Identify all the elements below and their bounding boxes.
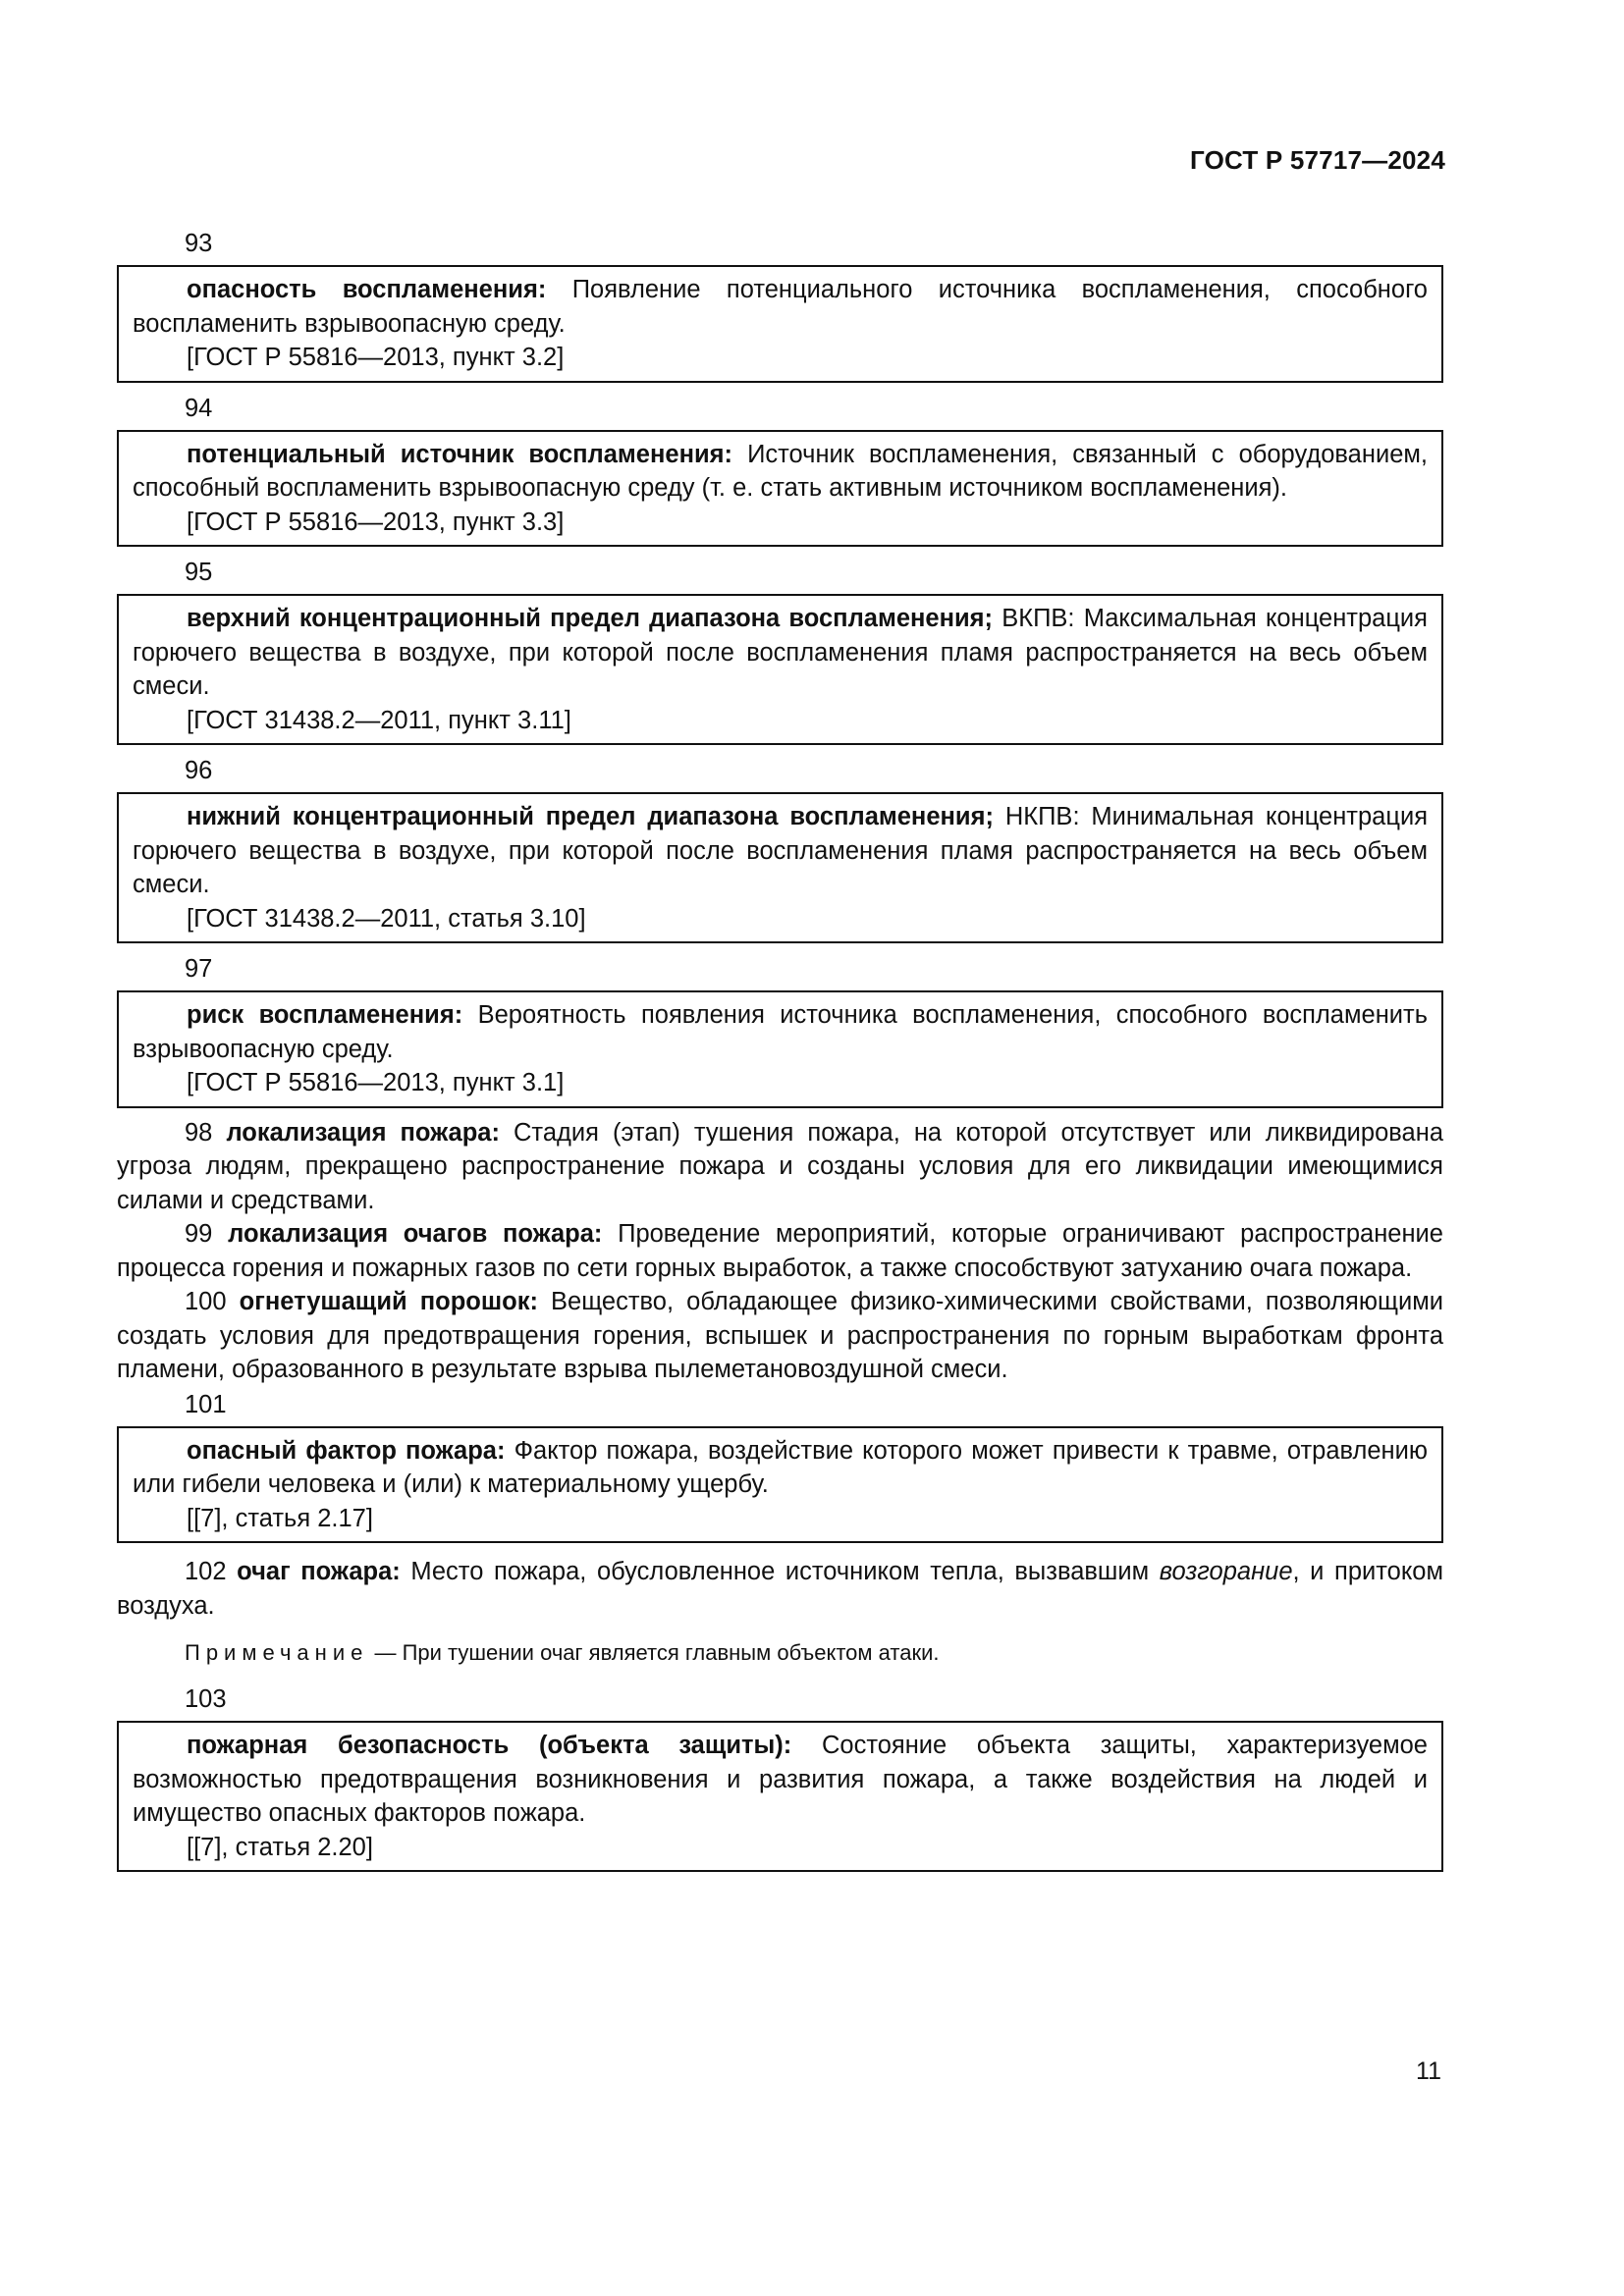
term-number: 96 xyxy=(185,757,213,784)
term-source: [ГОСТ Р 55816—2013, пункт 3.3] xyxy=(187,507,565,536)
note xyxy=(117,1638,1443,1668)
term-text: Фактор пожара, воздействие которого может привести к травме, отравлению или гибели человека и (или) к материальному ущербу. xyxy=(133,1436,1428,1498)
term-text: Появление потенциального источника воспламенения, способного воспламенить взрывоопасную среду. xyxy=(133,276,1428,338)
term-title: опасный фактор пожара: xyxy=(187,1436,506,1465)
term-definition xyxy=(133,800,1428,902)
term-definition xyxy=(133,602,1428,704)
paragraph-number: 98 xyxy=(185,1118,213,1147)
term-box xyxy=(117,1426,1443,1544)
term-number: 93 xyxy=(185,230,213,257)
paragraph-number: 99 xyxy=(185,1220,213,1248)
term-definition xyxy=(133,1729,1428,1831)
term-number: 97 xyxy=(185,955,213,983)
term-paragraph xyxy=(117,1116,1443,1218)
term-title: очаг пожара: xyxy=(237,1558,401,1585)
term-title: огнетушащий порошок: xyxy=(239,1288,538,1315)
term-text: Вещество, обладающее физико-химическими свойствами, позволяющими создать условия для предотвращения горения, вспышек и распространения по горным выработкам фронта пламени, образованного в результате взрыва пылеметановоздушной смеси. xyxy=(117,1288,1443,1383)
term-source: [ГОСТ Р 55816—2013, пункт 3.1] xyxy=(187,1069,565,1096)
term-title: локализация очагов пожара: xyxy=(228,1220,603,1248)
term-text: Вероятность появления источника воспламенения, способного воспламенить взрывоопасную среду. xyxy=(133,1001,1428,1063)
term-number: 103 xyxy=(185,1685,227,1713)
paragraph-number: 100 xyxy=(185,1288,227,1315)
term-source: [ГОСТ Р 55816—2013, пункт 3.2] xyxy=(187,344,565,371)
term-number: 101 xyxy=(185,1390,227,1418)
term-text: ВКПВ: Максимальная концентрация горючего вещества в воздухе, при которой после воспламенения пламя распространяется на весь объем смеси. xyxy=(133,605,1428,700)
term-definition xyxy=(133,438,1428,506)
page-number: 11 xyxy=(1416,2057,1441,2085)
paragraph-number: 102 xyxy=(185,1558,227,1585)
term-italic-word: возгорание xyxy=(1159,1558,1293,1585)
term-paragraph xyxy=(117,1555,1443,1623)
term-title: потенциальный источник воспламенения: xyxy=(187,440,733,468)
term-box xyxy=(117,792,1443,943)
term-title: риск воспламенения: xyxy=(187,1001,463,1029)
term-title: локализация пожара: xyxy=(226,1118,500,1147)
term-box xyxy=(117,1721,1443,1872)
term-source: [ГОСТ 31438.2—2011, пункт 3.11] xyxy=(187,706,571,734)
term-source: [[7], статья 2.17] xyxy=(187,1504,373,1532)
term-text-end: , и притоком воздуха. xyxy=(117,1558,1443,1620)
term-box xyxy=(117,594,1443,745)
term-text: НКПВ: Минимальная концентрация горючего вещества в воздухе, при которой после воспламенения пламя распространяется на весь объем смеси. xyxy=(133,803,1429,898)
term-title: пожарная безопасность (объекта защиты): xyxy=(187,1732,792,1759)
term-box xyxy=(117,990,1443,1108)
term-definition xyxy=(133,998,1428,1066)
term-text: Место пожара, обусловленное источником тепла, вызвавшим xyxy=(400,1558,1160,1585)
note-text: — При тушении очаг является главным объектом атаки. xyxy=(368,1640,940,1665)
term-box xyxy=(117,430,1443,548)
term-text: Проведение мероприятий, которые ограничивают распространение процесса горения и пожарных газов по сети горных выработок, а также способствуют затуханию очага пожара. xyxy=(117,1220,1443,1282)
term-title: опасность воспламенения: xyxy=(187,276,547,303)
term-box xyxy=(117,265,1443,383)
term-definition xyxy=(133,273,1428,341)
term-text: Стадия (этап) тушения пожара, на которой отсутствует или ликвидирована угроза людям, прекращено распространение пожара и созданы условия для его ликвидации имеющимися силами и средствами. xyxy=(117,1118,1444,1214)
note-label: Примечание xyxy=(185,1640,369,1665)
term-definition xyxy=(133,1434,1428,1502)
term-number: 95 xyxy=(185,559,213,586)
term-paragraph xyxy=(117,1217,1443,1285)
term-source: [[7], статья 2.20] xyxy=(187,1833,373,1861)
page-content xyxy=(117,220,1443,1880)
term-number: 94 xyxy=(185,394,213,422)
term-title: нижний концентрационный предел диапазона воспламенения; xyxy=(187,803,994,830)
term-source: [ГОСТ 31438.2—2011, статья 3.10] xyxy=(187,904,586,933)
standard-header: ГОСТ Р 57717—2024 xyxy=(1190,145,1445,175)
term-paragraph xyxy=(117,1285,1443,1387)
term-text: Источник воспламенения, связанный с оборудованием, способный воспламенить взрывоопасную среду (т. е. стать активным источником воспламенения). xyxy=(133,440,1428,502)
term-text: Состояние объекта защиты, характеризуемое возможностью предотвращения возникновения и развития пожара, а также воздействия на людей и имущество опасных факторов пожара. xyxy=(133,1732,1428,1827)
term-title: верхний концентрационный предел диапазона воспламенения; xyxy=(187,605,994,632)
